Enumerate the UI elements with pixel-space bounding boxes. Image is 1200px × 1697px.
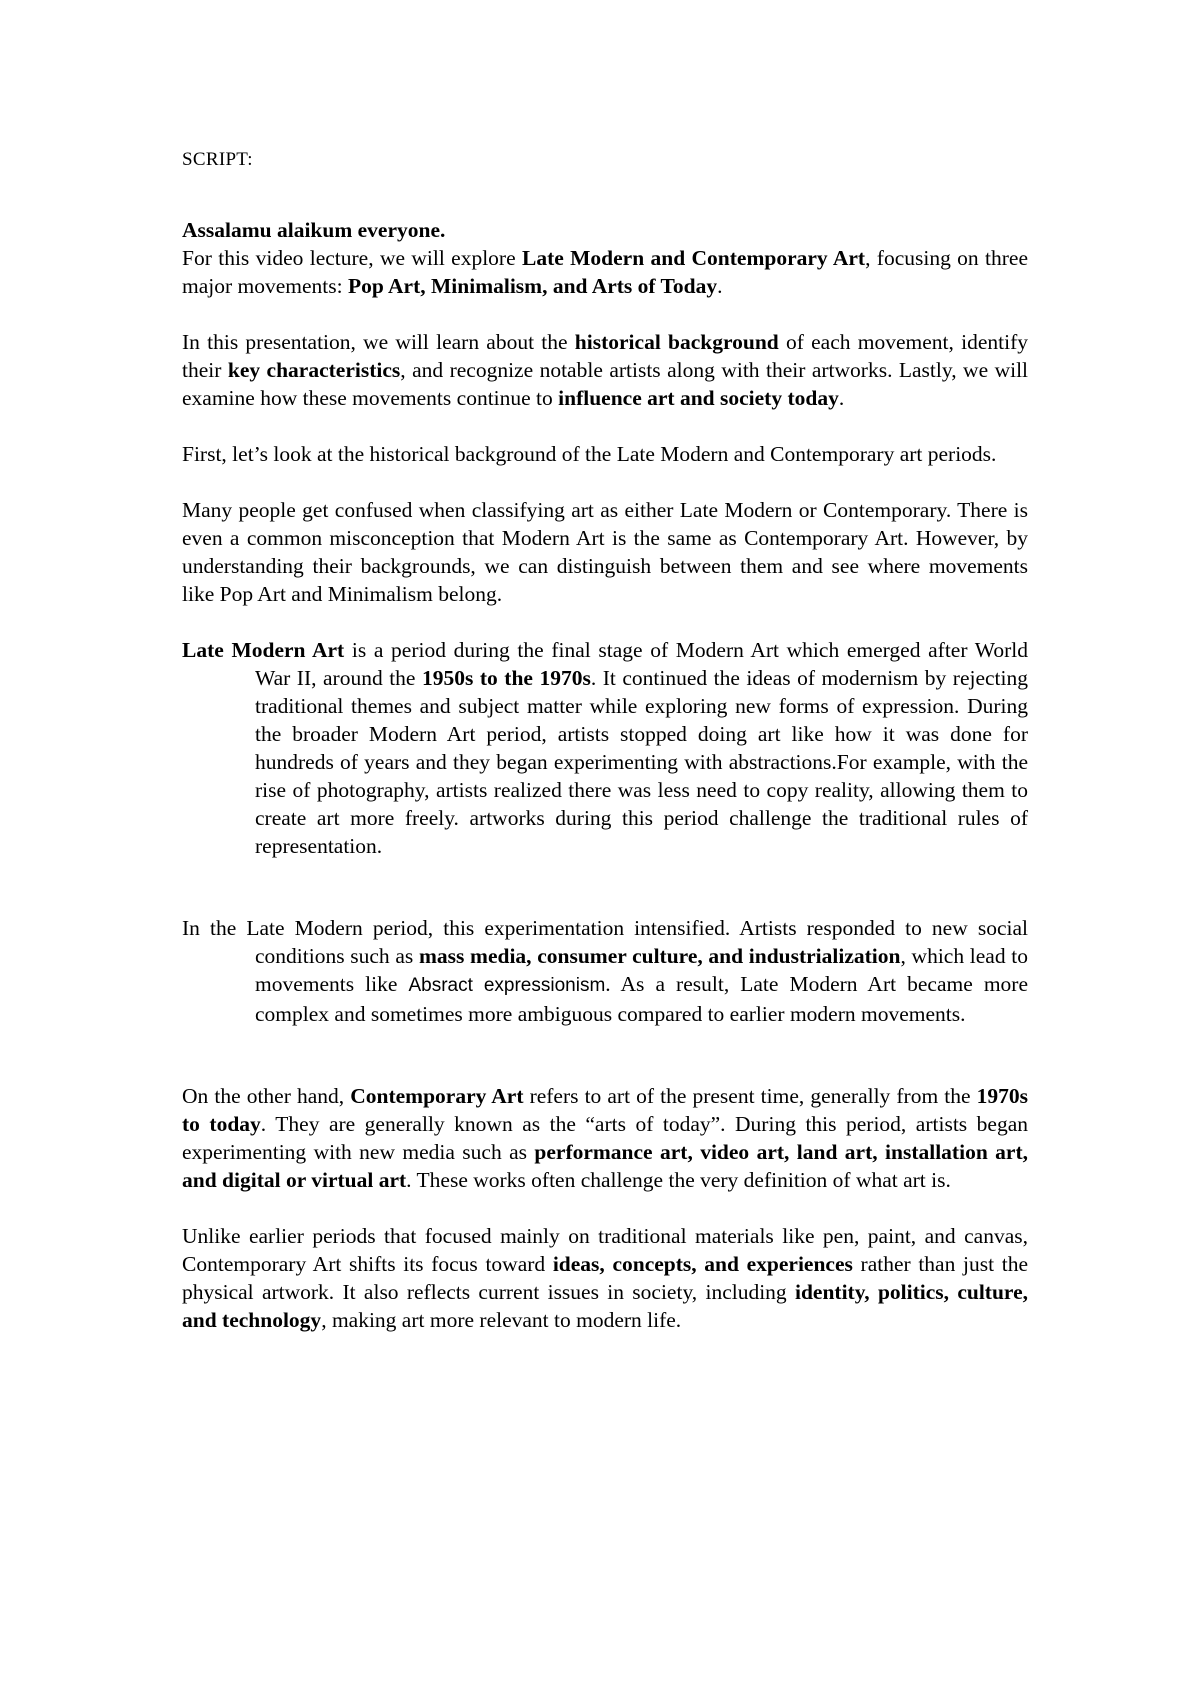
sans-run: Absract expressionism [408,975,606,996]
bold-run: Pop Art, Minimalism, and Arts of Today [348,274,718,298]
text-run: . As a result, Late Modern Art became more complex and sometimes more ambiguous compared to earlier modern movements. [255,972,1028,1026]
bold-run: Contemporary Art [350,1084,524,1108]
text-run: . [838,386,845,410]
text-run: is a period during the final stage of Modern Art which emerged after World War II, around the [255,638,1028,690]
text-run: , making art more relevant to modern life. [321,1308,682,1332]
bold-run: influence art and society today [558,386,839,410]
text-run: refers to art of the present time, generally from the [523,1084,977,1108]
text-run: , and recognize notable artists along with their artworks. Lastly, we will examine how these movements continue to [182,358,1029,410]
first-paragraph: First, let’s look at the historical background of the Late Modern and Contemporary art periods. [182,442,997,466]
bold-run: Late Modern Art [182,638,345,662]
text-run: In this presentation, we will learn about the [182,330,575,354]
text-run: In the Late Modern period, this experimentation intensified. Artists responded to new social conditions such as [182,916,1028,968]
presentation-paragraph [182,328,1028,412]
bold-run: 1950s to the 1970s [421,666,591,690]
text-run: rather than just the physical artwork. It also reflects current issues in society, including [182,1252,1029,1304]
bold-run: identity, politics, culture, and technology [182,1280,1028,1332]
bold-run: historical background [574,330,779,354]
bold-run: performance art, video art, land art, installation art, and digital or virtual art [182,1140,1028,1192]
unlike-paragraph [182,1222,1028,1334]
text-run: For this video lecture, we will explore [182,246,522,270]
text-run: . These works often challenge the very definition of what art is. [406,1168,951,1192]
bold-run: mass media, consumer culture, and industrialization [418,944,901,968]
text-run: On the other hand, [182,1084,351,1108]
text-run: . [717,274,723,298]
intro-paragraph [182,244,1028,300]
bold-run: Late Modern and Contemporary Art [521,246,866,270]
late-modern-paragraph [182,636,1028,860]
text-run: Unlike earlier periods that focused mainly on traditional materials like pen, paint, and canvas, Contemporary Art shifts its focus toward [182,1224,1028,1276]
greeting: Assalamu alaikum everyone. [182,218,446,242]
bold-run: 1970s to today [182,1084,1028,1136]
confusion-paragraph: Many people get confused when classifying art as either Late Modern or Contemporary. There is even a common misconception that Modern Art is the same as Contemporary Art. However, by understanding their backgrounds, we can distinguish between them and see where movements like Pop Art and Minimalism belong. [182,498,1028,606]
text-run: . It continued the ideas of modernism by rejecting traditional themes and subject matter while exploring new forms of expression. During the broader Modern Art period, artists stopped doing art like how it was done for hundreds of years and they began experimenting with abstractions.For example, with the rise of photography, artists realized there was less need to copy reality, allowing them to create art more freely. artworks during this period challenge the traditional rules of representation. [255,666,1029,858]
bold-run: key characteristics [227,358,401,382]
script-label: SCRIPT: [182,149,253,170]
late-modern-period-paragraph [182,914,1028,1028]
bold-run: ideas, concepts, and experiences [552,1252,853,1276]
contemporary-paragraph [182,1082,1028,1194]
document-body [182,146,1028,1334]
text-run: , focusing on three major movements: [182,246,1028,298]
text-run: . They are generally known as the “arts of today”. During this period, artists began experimenting with new media such as [182,1112,1028,1164]
text-run: of each movement, identify their [182,330,1028,382]
text-run: , which lead to movements like [255,944,1028,996]
